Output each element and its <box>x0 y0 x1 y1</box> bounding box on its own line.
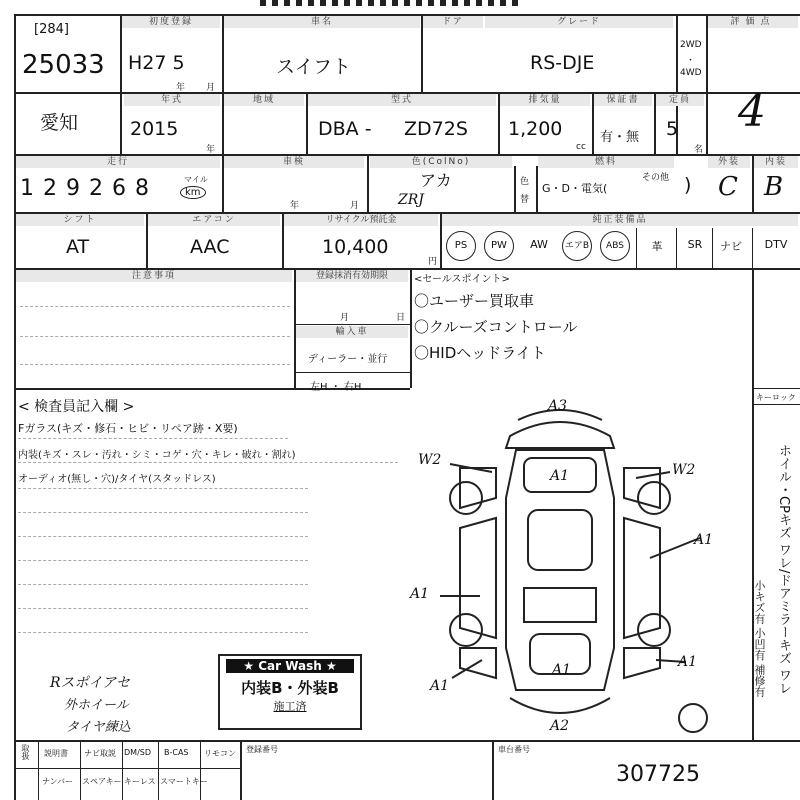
region-label: 地域 <box>224 94 304 106</box>
mark-a1-front-right: A1 <box>678 654 698 670</box>
reg-date: H27 5 <box>128 52 185 74</box>
footer-dmsd: DM/SD <box>124 748 151 757</box>
door-label: ドア <box>423 16 483 28</box>
drive-dot: ・ <box>686 56 696 66</box>
displacement: 1,200 <box>508 118 563 140</box>
mark-a1-front-left: A1 <box>430 678 450 694</box>
score-value: 4 <box>738 86 766 137</box>
equip-dtv: DTV <box>764 238 788 251</box>
color-code: ZRJ <box>398 192 424 208</box>
hand-note-3: タイヤ練込 <box>66 720 131 735</box>
shaken-month: 月 <box>350 201 360 211</box>
mark-a3: A3 <box>548 398 568 414</box>
chassis-label: 車台番号 <box>498 745 530 754</box>
recolor-1: 色 <box>520 177 530 187</box>
hand-note-1: Rスポイアセ <box>50 675 130 691</box>
cc-label: 排気量 <box>500 94 590 106</box>
equip-label: 純正装備品 <box>442 214 798 226</box>
hand-note-2: 外ホイール <box>64 698 129 713</box>
inspector-line-2: 内装(キズ・スレ・汚れ・シミ・コゲ・穴・キレ・破れ・割れ) <box>18 450 296 461</box>
drive-4wd: 4WD <box>680 68 702 78</box>
color-label: 色(ColNo) <box>370 156 512 168</box>
handle: 左H ・ 右H <box>310 382 362 393</box>
mark-a1-left: A1 <box>410 586 430 602</box>
seats-label: 定員 <box>656 94 704 106</box>
type-prefix: DBA - <box>318 118 372 140</box>
equip-sr: SR <box>687 238 703 251</box>
chassis-number: 307725 <box>616 762 700 787</box>
dealer: ディーラー・並行 <box>308 354 388 365</box>
side-vertical-text: ホイル・CPキズ ワレ/ドアミラーキズ ワレ <box>776 444 791 695</box>
footer-remote: リモコン <box>204 749 236 758</box>
footer-bcas: B-CAS <box>164 748 189 757</box>
fuel-other: その他 <box>642 173 670 183</box>
equip-leather: 革 <box>651 240 663 253</box>
ac: AAC <box>190 236 230 258</box>
side-small-text: 小キズ有 小凹有 補修有 <box>753 580 766 697</box>
equip-abs: ABS <box>600 231 630 261</box>
score-label: 評価点 <box>708 16 798 28</box>
equip-airbag: エアB <box>562 231 592 261</box>
carwash-stamp <box>218 654 362 730</box>
car-name-label: 車名 <box>224 16 420 28</box>
footer-keyless: キーレス <box>124 777 156 786</box>
inspector-line-3: オーディオ(無し・穴)/タイヤ(スタッドレス) <box>18 474 216 485</box>
fuel-close: ) <box>684 174 692 196</box>
expiry-day: 日 <box>396 313 406 323</box>
footer-manual-1: 取扱 <box>21 744 30 760</box>
inspector-line-1: Fガラス(キズ・修石・ヒビ・リペア跡・X要) <box>18 422 238 435</box>
key-lock-label: キーロック <box>756 393 796 402</box>
type-code: ZD72S <box>404 118 468 140</box>
ac-label: エアコン <box>148 214 280 226</box>
reg-expiry-label: 登録抹消有効期限 <box>296 270 408 282</box>
footer-smart-key: スマートキー <box>160 777 208 786</box>
km-unit: km <box>180 186 206 199</box>
footer-manual-2: 説明書 <box>44 749 68 758</box>
mark-a1-right: A1 <box>694 532 714 548</box>
shift-label: シフト <box>16 214 144 226</box>
sales-label: <セールスポイント> <box>414 274 510 285</box>
type-label: 型式 <box>308 94 496 106</box>
import-label: 輸入車 <box>296 326 408 338</box>
seats-unit: 名 <box>694 145 704 155</box>
footer-navi-manual: ナビ取説 <box>84 749 116 758</box>
mile-small: マイル <box>184 175 208 184</box>
shaken-year: 年 <box>290 201 300 211</box>
mileage-label: 走行 <box>16 156 220 168</box>
recolor-2: 替 <box>520 195 530 205</box>
region: 愛知 <box>40 112 79 134</box>
carwash-title: ★ Car Wash ★ <box>226 659 354 673</box>
expiry-month: 月 <box>340 313 350 323</box>
model-year: 2015 <box>130 118 179 140</box>
shift: AT <box>66 236 90 258</box>
sales-point-3: 〇HIDヘッドライト <box>414 344 546 362</box>
reg-no-label: 登録番号 <box>246 745 278 754</box>
recycle-label: リサイクル預託金 <box>284 214 438 226</box>
mark-a1-roof: A1 <box>550 468 570 484</box>
shaken-label: 車検 <box>224 156 364 168</box>
recycle-unit: 円 <box>428 257 438 267</box>
mark-a2: A2 <box>550 718 570 734</box>
reg-year-unit: 年 <box>176 83 186 93</box>
reg-month-unit: 月 <box>206 83 216 93</box>
grade: RS-DJE <box>530 52 595 74</box>
grade-label: グレード <box>485 16 673 28</box>
color: アカ <box>420 171 452 190</box>
warranty-value: 有・無 <box>600 130 640 145</box>
mark-w2-left: W2 <box>418 452 442 468</box>
carwash-body: 内装B・外装B <box>241 679 339 697</box>
car-damage-diagram <box>400 398 750 738</box>
sales-point-1: 〇ユーザー買取車 <box>414 292 535 310</box>
interior-label: 内装 <box>754 156 798 168</box>
exterior-grade: C <box>718 172 738 202</box>
year-label: 年式 <box>124 94 220 106</box>
fuel-label: 燃料 <box>538 156 674 168</box>
mark-a1-hood: A1 <box>552 662 572 678</box>
equip-pw: PW <box>484 231 514 261</box>
lot-number: 25033 <box>22 50 105 80</box>
warranty-label: 保証書 <box>594 94 652 106</box>
reg-label: 初度登録 <box>122 16 220 28</box>
mileage: 129268 <box>20 176 158 201</box>
footer-spare-key: スペアキー <box>82 777 122 786</box>
lot-box: [284] <box>34 22 69 37</box>
caution-label: 注意事項 <box>16 270 292 282</box>
carwash-done: 施工済 <box>273 700 307 713</box>
equip-aw: AW <box>530 238 548 251</box>
equip-navi: ナビ <box>720 240 742 253</box>
drive-2wd: 2WD <box>680 40 702 50</box>
mark-w2-right: W2 <box>672 462 696 478</box>
model-year-unit: 年 <box>206 145 216 155</box>
interior-grade: B <box>764 172 784 202</box>
car-name: スイフト <box>276 56 352 78</box>
equip-ps: PS <box>446 231 476 261</box>
exterior-label: 外装 <box>708 156 750 168</box>
seats-value: 5 <box>666 118 679 140</box>
inspector-title: < 検査員記入欄 > <box>18 399 135 415</box>
fuel-value: G・D・電気( <box>542 182 608 195</box>
footer-number: ナンバー <box>42 777 74 786</box>
cc-unit: cc <box>576 142 586 152</box>
recycle: 10,400 <box>322 236 389 258</box>
top-cropped-strip <box>260 0 520 6</box>
sales-point-2: 〇クルーズコントロール <box>414 318 578 336</box>
